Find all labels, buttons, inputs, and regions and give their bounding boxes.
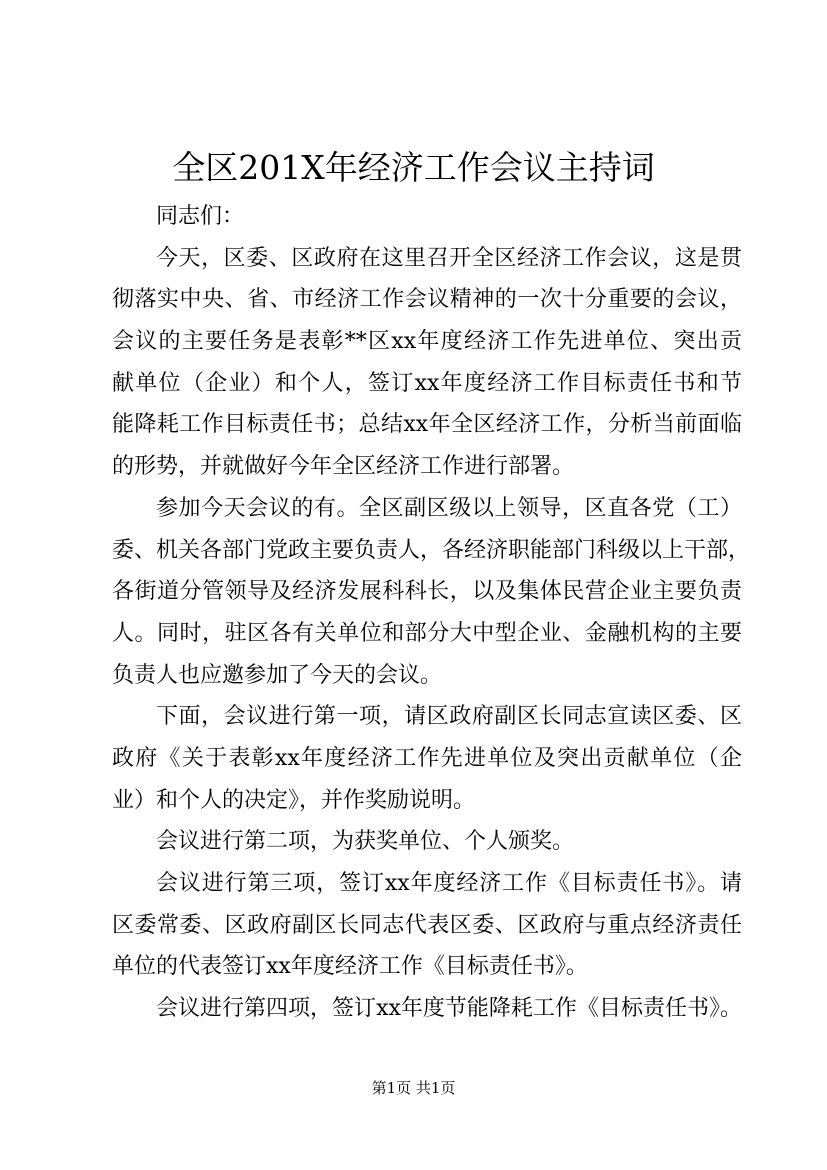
body-line: 参加今天会议的有。全区副区级以上领导，区直各党（工） (156, 495, 742, 521)
body-line: 政府《关于表彰xx年度经济工作先进单位及突出贡献单位（企 (112, 745, 742, 771)
body-line: 负责人也应邀参加了今天的会议。 (112, 662, 443, 688)
body-line: 下面，会议进行第一项，请区政府副区长同志宣读区委、区 (156, 704, 742, 730)
page-footer: 第1页 共1页 (371, 1079, 456, 1097)
body-line: 各街道分管领导及经济发展科科长，以及集体民营企业主要负责 (112, 579, 742, 605)
document-body (112, 196, 751, 1030)
body-line: 会议进行第三项，签订xx年度经济工作《目标责任书》。请 (156, 871, 742, 896)
body-line: 的形势，并就做好今年全区经济工作进行部署。 (112, 454, 575, 480)
body-line: 人。同时，驻区各有关单位和部分大中型企业、金融机构的主要 (112, 620, 742, 646)
body-line: 单位的代表签订xx年度经济工作《目标责任书》。 (112, 954, 588, 980)
document-title: 全区201X年经济工作会议主持词 (172, 148, 655, 187)
body-line: 献单位（企业）和个人，签订xx年度经济工作目标责任书和节 (112, 370, 742, 396)
body-line: 区委常委、区政府副区长同志代表区委、区政府与重点经济责任 (112, 912, 742, 938)
body-line: 同志们： (156, 204, 245, 229)
body-line: 业）和个人的决定》，并作奖励说明。 (112, 787, 476, 813)
body-line: 会议的主要任务是表彰**区xx年度经济工作先进单位、突出贡 (112, 329, 742, 355)
body-line: 会议进行第四项，签订xx年度节能降耗工作《目标责任书》。 (156, 996, 742, 1022)
body-line: 委、机关各部门党政主要负责人，各经济职能部门科级以上干部， (112, 537, 751, 563)
body-line: 彻落实中央、省、市经济工作会议精神的一次十分重要的会议， (112, 287, 742, 313)
body-line: 能降耗工作目标责任书；总结xx年全区经济工作，分析当前面临 (112, 412, 742, 438)
body-line: 今天，区委、区政府在这里召开全区经济工作会议，这是贯 (156, 245, 742, 271)
body-line: 会议进行第二项，为获奖单位、个人颁奖。 (156, 829, 575, 855)
